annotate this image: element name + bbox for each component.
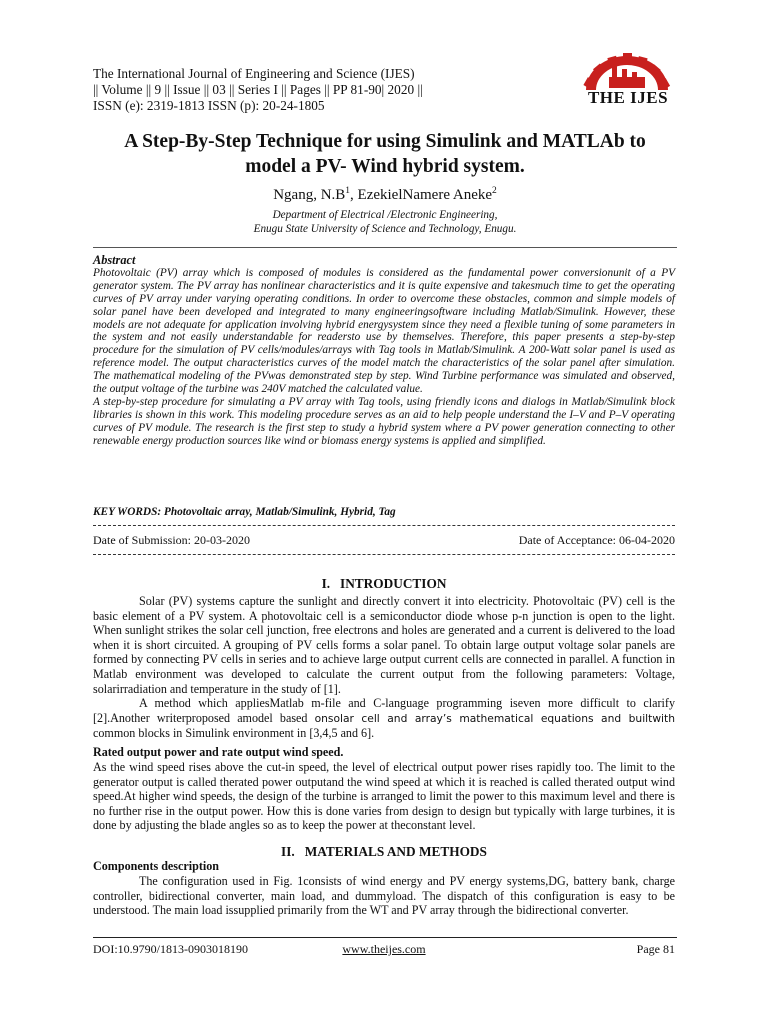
- affiliation-line-1: Department of Electrical /Electronic Engineering,: [272, 209, 498, 221]
- components-heading: Components description: [93, 859, 219, 873]
- introduction-body: [93, 594, 675, 741]
- intro-paragraph-2: [93, 696, 675, 741]
- journal-issn: ISSN (e): 2319-1813 ISSN (p): 20-24-1805: [93, 98, 325, 114]
- intro-p2-end: common blocks in Simulink environment in [3,4,5 and 6].: [93, 726, 375, 741]
- footer-rule: [93, 937, 677, 938]
- acceptance-date: Date of Acceptance: 06-04-2020: [518, 533, 675, 547]
- keywords: KEY WORDS: Photovoltaic array, Matlab/Simulink, Hybrid, Tag: [93, 506, 396, 518]
- affiliation-line-2: Enugu State University of Science and Technology, Enugu.: [253, 223, 517, 235]
- introduction-heading: I. INTRODUCTION: [321, 576, 447, 591]
- footer: [93, 942, 675, 957]
- author-1: Ngang, N.B: [273, 187, 346, 203]
- abstract-heading: Abstract: [93, 253, 136, 267]
- journal-volume-info: || Volume || 9 || Issue || 03 || Series I || Pages || PP 81-90| 2020 ||: [93, 82, 423, 98]
- abstract-top-rule: [93, 247, 677, 248]
- journal-name: The International Journal of Engineering and Science (IJES): [93, 66, 415, 81]
- abstract-paragraph-1: Photovoltaic (PV) array which is composed of modules is considered as the fundamental power conversionunit of a PV generator system. The PV array has nonlinear characteristics and it is quite expensive and takesmuch time to get the operating curves of PV array under varying operating conditions. In order to overcome these obstacles, common and simple models of solar panel have been developed and integrated to many engineeringsoftware including Matlab/Simulink. However, these models are not adequate for application involving hybrid energysystem since they need a flexible tuning of some parameters in the system and not easily understandable for readersto use by themselves. Therefore, this paper presents a step-by-step procedure for the simulation of PV cells/modules/arrays with Tag tools in Matlab/Simulink. A 200-Watt solar panel is used as reference model. The output characteristics curves of the model match the characteristics of the solar panel after simulation. The mathematical modeling of the PVwas demonstrated step by step. Wind Turbine performance was simulated and observed, the output voltage of the turbine was 240V matched the calculated value.: [93, 266, 675, 396]
- authors: [60, 186, 710, 204]
- logo-text: THE IJES: [587, 88, 669, 107]
- materials-methods-heading: II. MATERIALS AND METHODS: [281, 844, 487, 859]
- abstract: [93, 254, 675, 448]
- footer-website-link[interactable]: www.theijes.com: [342, 942, 426, 956]
- author-2: EzekielNamere Aneke: [357, 187, 493, 203]
- components-body: The configuration used in Fig. 1consists of wind energy and PV energy systems,DG, battery bank, charge controller, bidirectional converter, main load, and dummyload. The dispatch of this configuration is easy to be understood. The main load issupplied primarily from the WT and PV array through the bidirectional converter.: [93, 874, 675, 918]
- dates-row: [93, 533, 675, 548]
- paper-title: [60, 129, 710, 179]
- intro-p2-start: A method which appliesMatlab m-file and C-language programming iseven more difficult to clarify [2].Another writerproposed amodel based: [93, 696, 675, 725]
- author-separator: ,: [350, 187, 358, 203]
- journal-logo: [572, 50, 682, 114]
- submission-date: Date of Submission: 20-03-2020: [93, 533, 250, 547]
- author-2-affil: 2: [492, 186, 497, 196]
- footer-doi: DOI:10.9790/1813-0903018190: [93, 942, 248, 956]
- abstract-paragraph-2: A step-by-step procedure for simulating a PV array with Tag tools, using friendly icons and dialogs in Matlab/Simulink block libraries is shown in this work. This modeling procedure serves as an aid to help people understand the I–V and P–V operating curves of PV module. The research is the first step to study a hybrid system where a PV power generation connecting to other renewable energy production sources like wind or biomass energy systems is applied and simplified.: [93, 395, 675, 447]
- divider-dashes-top: [93, 525, 675, 526]
- footer-page-number: Page 81: [636, 942, 675, 956]
- intro-p2-middle: onsolar cell and array’s mathematical equations and builtwith: [314, 711, 675, 725]
- author-1-affil: 1: [345, 186, 351, 196]
- title-line-2: model a PV- Wind hybrid system.: [245, 156, 525, 177]
- title-line-1: A Step-By-Step Technique for using Simulink and MATLAb to: [124, 131, 646, 152]
- journal-header: [93, 66, 533, 115]
- divider-dashes-bottom: [93, 554, 675, 555]
- rated-output-heading: Rated output power and rate output wind speed.: [93, 745, 344, 759]
- rated-output-body: As the wind speed rises above the cut-in speed, the level of electrical output power rises rapidly too. The limit to the generator output is called therated power outputand the wind speed at which it is reached is called therated output wind speed.At higher wind speeds, the design of the turbine is arranged to limit the power to this maximum level and there is no further rise in the output power. How this is done varies from design to design but typically with large turbines, it is done by adjusting the blade angles so as to keep the power at theconstant level.: [93, 760, 675, 833]
- intro-paragraph-1: Solar (PV) systems capture the sunlight and directly convert it into electricity. Photovoltaic (PV) cell is the basic element of a PV system. A photovoltaic cell is a semiconductor diode whose p-n junction is open to the light. When sunlight strikes the solar cell junction, free electrons and holes are generated and a current is delivered to the load when it is short circuited. A grouping of PV cells forms a solar panel. To obtain large output voltage solar panels are formed by connecting PV cells in series and to achieve large output current cells are connected in parallel. A function in Matlab environment was developed to calculate the current output from the following parameters: Voltage, solarirradiation and temperature in the study of [1].: [93, 594, 675, 696]
